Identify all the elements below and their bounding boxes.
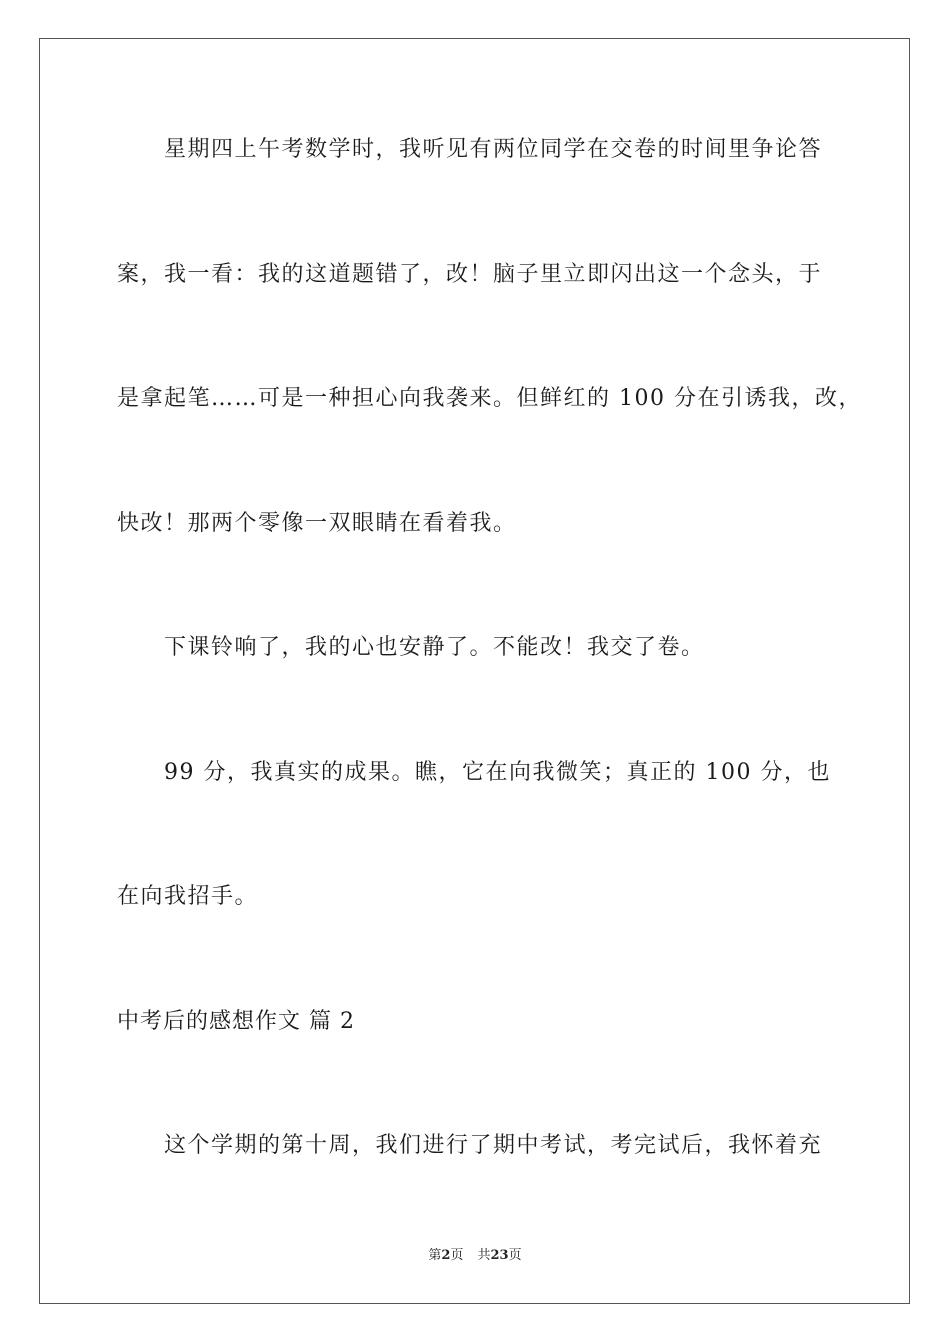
paragraph-line: 在向我招手。 <box>117 884 259 909</box>
total-suffix: 页 <box>508 1248 522 1263</box>
page-frame <box>39 38 910 1304</box>
page-prefix: 第 <box>428 1248 442 1263</box>
page-footer <box>0 1247 950 1265</box>
paragraph-line: 是拿起笔……可是一种担心向我袭来。但鲜红的 100 分在引诱我，改， <box>117 386 862 411</box>
page-suffix: 页 <box>450 1248 464 1263</box>
paragraph-line: 这个学期的第十周，我们进行了期中考试，考完试后，我怀着充 <box>164 1133 823 1158</box>
paragraph-line: 星期四上午考数学时，我听见有两位同学在交卷的时间里争论答 <box>164 137 823 162</box>
page-number: 2 <box>441 1248 451 1263</box>
section-heading: 中考后的感想作文 篇 2 <box>117 1009 355 1034</box>
paragraph-line: 案，我一看：我的这道题错了，改！脑子里立即闪出这一个念头，于 <box>117 262 823 287</box>
paragraph-line: 快改！那两个零像一双眼睛在看着我。 <box>117 511 517 536</box>
total-pages: 23 <box>490 1248 509 1263</box>
paragraph-line: 99 分，我真实的成果。瞧，它在向我微笑；真正的 100 分，也 <box>164 760 831 785</box>
paragraph-line: 下课铃响了，我的心也安静了。不能改！我交了卷。 <box>164 635 705 660</box>
total-prefix: 共 <box>477 1248 491 1263</box>
